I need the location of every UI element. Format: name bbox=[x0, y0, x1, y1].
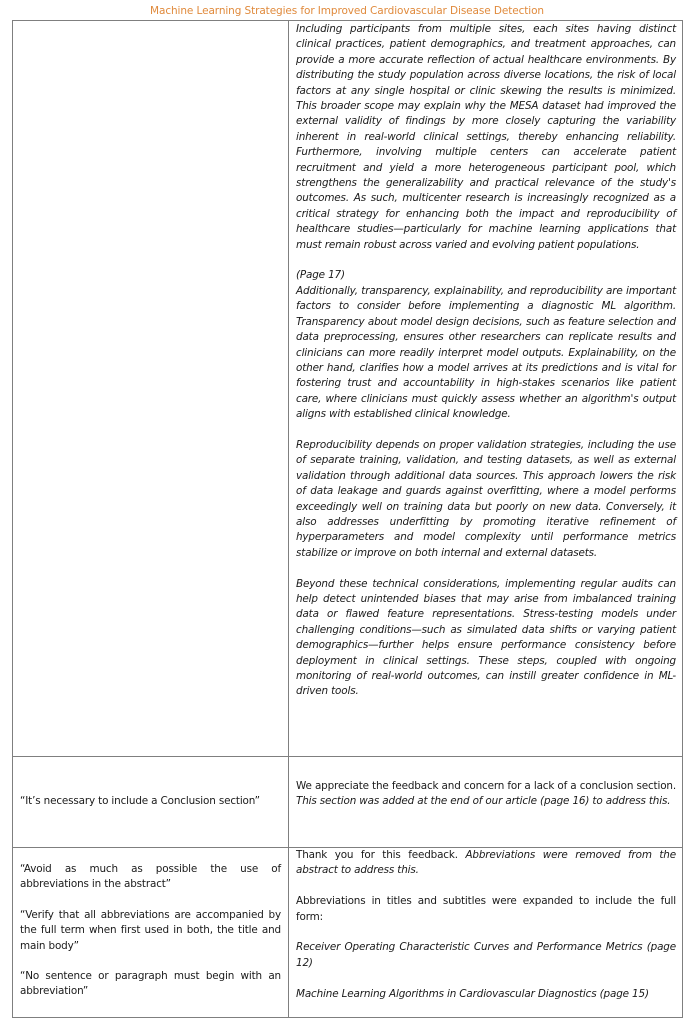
reviewer-comment: “It’s necessary to include a Conclusion section” bbox=[20, 795, 260, 807]
reviewer-comment-cell bbox=[13, 21, 289, 757]
response-text: We appreciate the feedback and concern for a lack of a conclusion section. bbox=[296, 780, 676, 792]
response-paragraph: Reproducibility depends on proper validation strategies, including the use of separate training, validation, and testing datasets, as well as external validation through additional data sources. This approach lowers the risk of data leakage and guards against overfitting, where a model performs exceedingly well on training data but poorly on new data. Conversely, it also addresses underfitting by promoting iterative refinement of hyperparameters and model complexity until performance metrics stabilize or improve on both internal and external datasets. bbox=[296, 438, 676, 559]
author-response-cell bbox=[289, 757, 683, 848]
reviewer-response-table bbox=[12, 20, 683, 1018]
response-paragraph: Beyond these technical considerations, implementing regular audits can help detect unintended biases that may arise from imbalanced training data or flawed feature representations. Stress-testing models under challenging conditions—such as simulated data shifts or varying patient demographics—further helps ensure performance consistency before deployment in clinical settings. These steps, coupled with ongoing monitoring of real-world outcomes, can instill greater confidence in ML-driven tools. bbox=[296, 577, 676, 698]
response-paragraph bbox=[296, 848, 676, 879]
table-row bbox=[13, 848, 683, 1018]
reviewer-comment-cell bbox=[13, 757, 289, 848]
section-title-reference: Machine Learning Algorithms in Cardiovascular Diagnostics (page 15) bbox=[296, 987, 649, 1000]
table-row bbox=[13, 21, 683, 757]
response-text: Thank you for this feedback. bbox=[296, 849, 466, 861]
table-row bbox=[13, 757, 683, 848]
author-response-cell bbox=[289, 21, 683, 757]
running-header: Machine Learning Strategies for Improved Cardiovascular Disease Detection bbox=[150, 5, 544, 17]
response-text-italic: Abbreviations were removed from the abstract to address this. bbox=[296, 849, 676, 877]
response-paragraph bbox=[296, 779, 676, 810]
reviewer-comment: “Verify that all abbreviations are accompanied by the full term when first used in both, the title and main body” bbox=[20, 908, 281, 952]
reviewer-comment-cell bbox=[13, 848, 289, 1018]
response-paragraph: Including participants from multiple sites, each sites having distinct clinical practices, patient demographics, and treatment approaches, can provide a more accurate reflection of actual healthcare environments. By distributing the study population across diverse locations, the risk of local factors at any single hospital or clinic skewing the results is minimized. This broader scope may explain why the MESA dataset had improved the external validity of findings by more closely capturing the variability inherent in real-world clinical settings, thereby enhancing reliability. Furthermore, involving multiple centers can accelerate patient recruitment and yield a more heterogeneous participant pool, which strengthens the generalizability and practical relevance of the study's outcomes. As such, multicenter research is increasingly recognized as a critical strategy for enhancing both the impact and reproducibility of healthcare studies—particularly for machine learning applications that must remain robust across varied and evolving patient populations. bbox=[296, 23, 676, 251]
reviewer-comment: “No sentence or paragraph must begin with an abbreviation” bbox=[20, 970, 281, 998]
page-reference: (Page 17) bbox=[296, 269, 345, 282]
section-title-reference: Receiver Operating Characteristic Curves and Performance Metrics (page 12) bbox=[296, 941, 676, 969]
response-text-italic: This section was added at the end of our article (page 16) to address this. bbox=[296, 795, 671, 808]
reviewer-comment: “Avoid as much as possible the use of abbreviations in the abstract” bbox=[20, 863, 281, 891]
response-paragraph: Additionally, transparency, explainability, and reproducibility are important factors to consider before implementing a diagnostic ML algorithm. Transparency about model design decisions, such as feature selection and data preprocessing, ensures other researchers can replicate results and clinicians can more readily interpret model outputs. Explainability, on the other hand, clarifies how a model arrives at its predictions and is vital for fostering trust and accountability in high-stakes scenarios like patient care, where clinicians must quickly assess whether an algorithm's output aligns with established clinical knowledge. bbox=[296, 284, 676, 421]
response-paragraph: Abbreviations in titles and subtitles were expanded to include the full form: bbox=[296, 895, 676, 923]
author-response-cell bbox=[289, 848, 683, 1018]
